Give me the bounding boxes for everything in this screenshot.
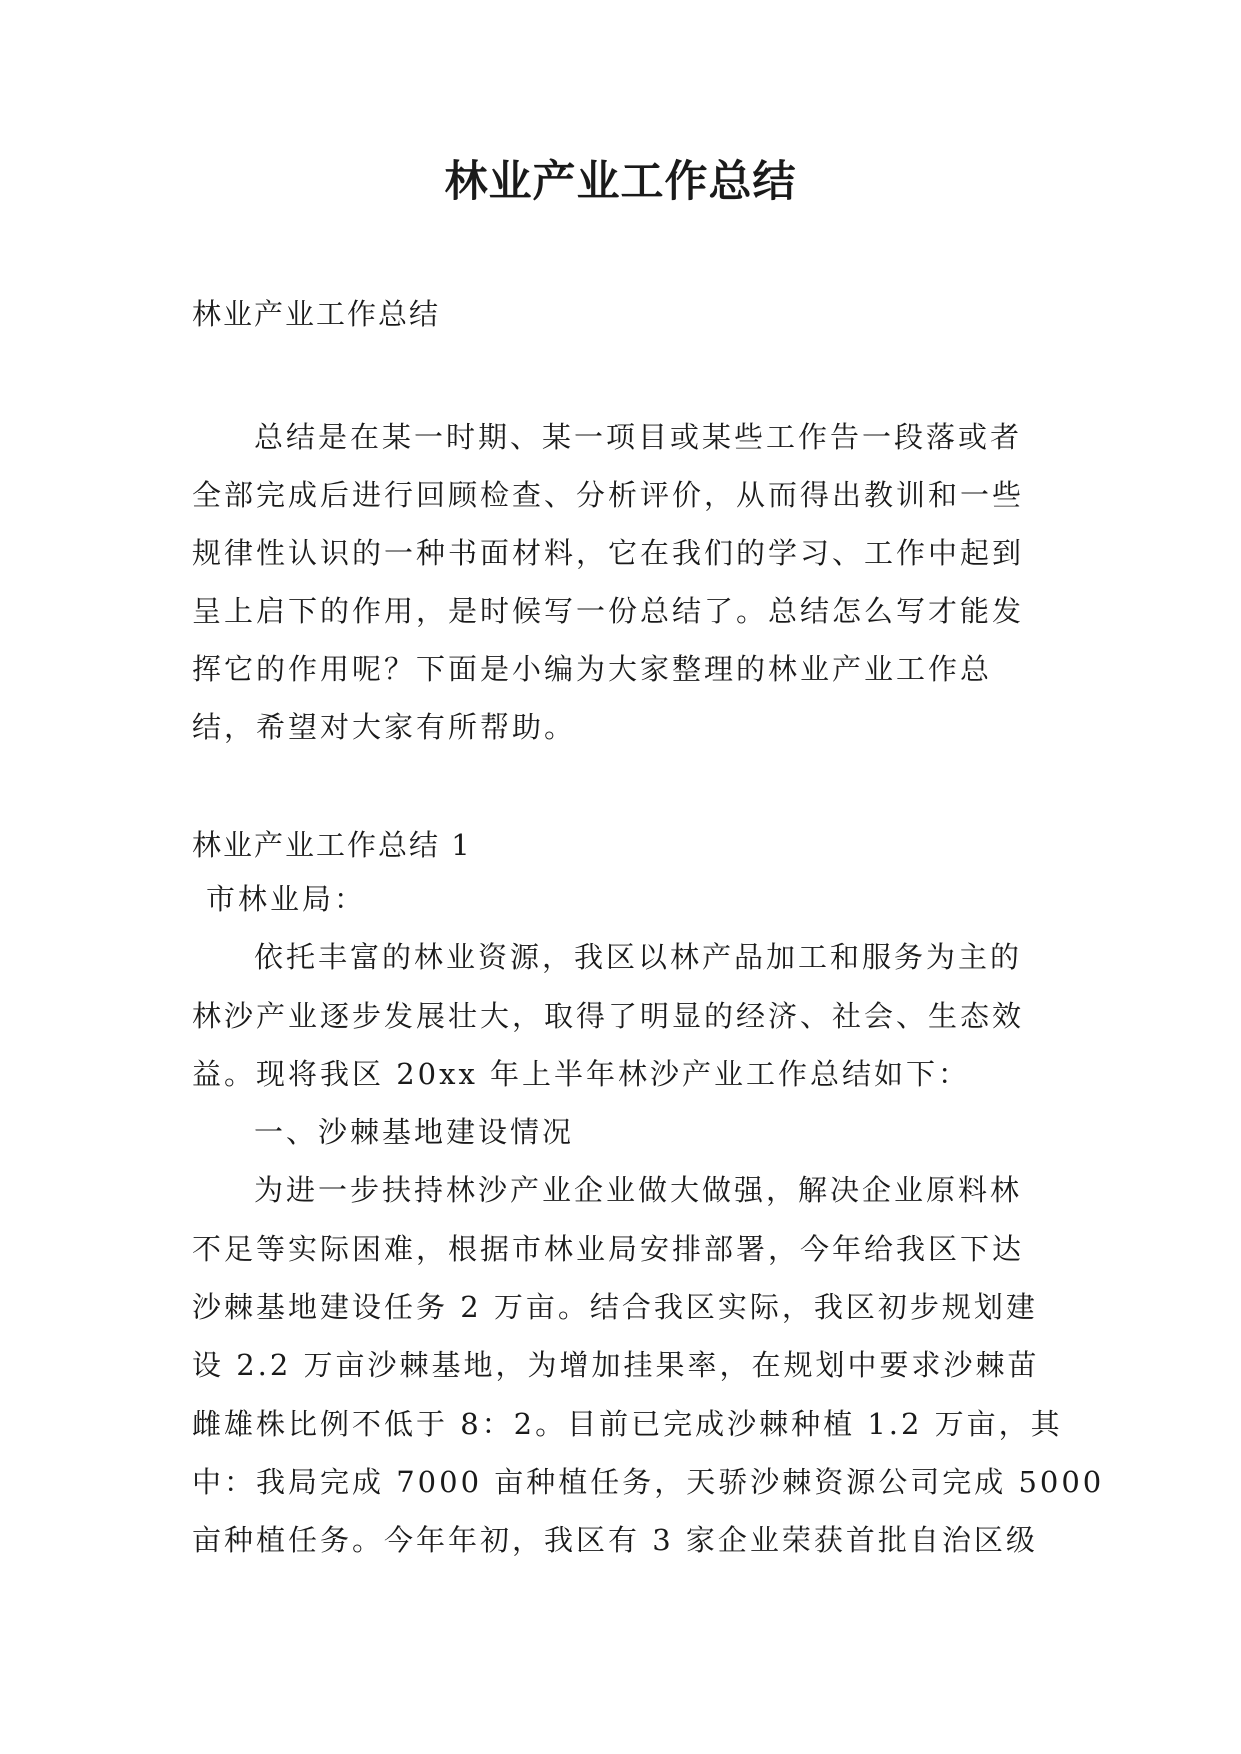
document-title: 林业产业工作总结 bbox=[444, 157, 797, 207]
intro-line: 挥它的作用呢？下面是小编为大家整理的林业产业工作总 bbox=[192, 652, 993, 686]
document-subtitle: 林业产业工作总结 bbox=[192, 297, 441, 331]
intro-paragraph bbox=[192, 408, 1054, 756]
subheading: 一、沙棘基地建设情况 bbox=[254, 1115, 575, 1150]
paragraph2-line: 不足等实际困难，根据市林业局安排部署，今年给我区下达 bbox=[192, 1231, 1025, 1266]
paragraph2-line: 沙棘基地建设任务 2 万亩。结合我区实际，我区初步规划建 bbox=[192, 1290, 1038, 1325]
intro-line: 结，希望对大家有所帮助。 bbox=[192, 710, 577, 744]
paragraph2-line: 为进一步扶持林沙产业企业做大做强，解决企业原料林 bbox=[254, 1173, 1023, 1208]
report-body bbox=[192, 870, 1105, 1570]
section-heading: 林业产业工作总结 1 bbox=[192, 828, 472, 862]
intro-line: 呈上启下的作用，是时候写一份总结了。总结怎么写才能发 bbox=[192, 594, 1025, 628]
intro-line: 全部完成后进行回顾检查、分析评价，从而得出教训和一些 bbox=[192, 478, 1025, 512]
paragraph1-line: 林沙产业逐步发展壮大，取得了明显的经济、社会、生态效 bbox=[192, 998, 1025, 1033]
paragraph1-line: 依托丰富的林业资源，我区以林产品加工和服务为主的 bbox=[254, 940, 1023, 975]
paragraph2-line: 中：我局完成 7000 亩种植任务，天骄沙棘资源公司完成 5000 bbox=[192, 1464, 1105, 1499]
intro-line: 规律性认识的一种书面材料，它在我们的学习、工作中起到 bbox=[192, 536, 1025, 570]
paragraph2-line: 设 2.2 万亩沙棘基地，为增加挂果率，在规划中要求沙棘苗 bbox=[192, 1348, 1040, 1383]
addressee: 市林业局： bbox=[206, 882, 367, 916]
paragraph2-line: 亩种植任务。今年年初，我区有 3 家企业荣获首批自治区级 bbox=[192, 1523, 1038, 1558]
paragraph2-line: 雌雄株比例不低于 8：2。目前已完成沙棘种植 1.2 万亩，其 bbox=[192, 1406, 1063, 1441]
intro-line: 总结是在某一时期、某一项目或某些工作告一段落或者 bbox=[254, 420, 1023, 454]
paragraph1-line: 益。现将我区 20xx 年上半年林沙产业工作总结如下： bbox=[192, 1056, 971, 1091]
